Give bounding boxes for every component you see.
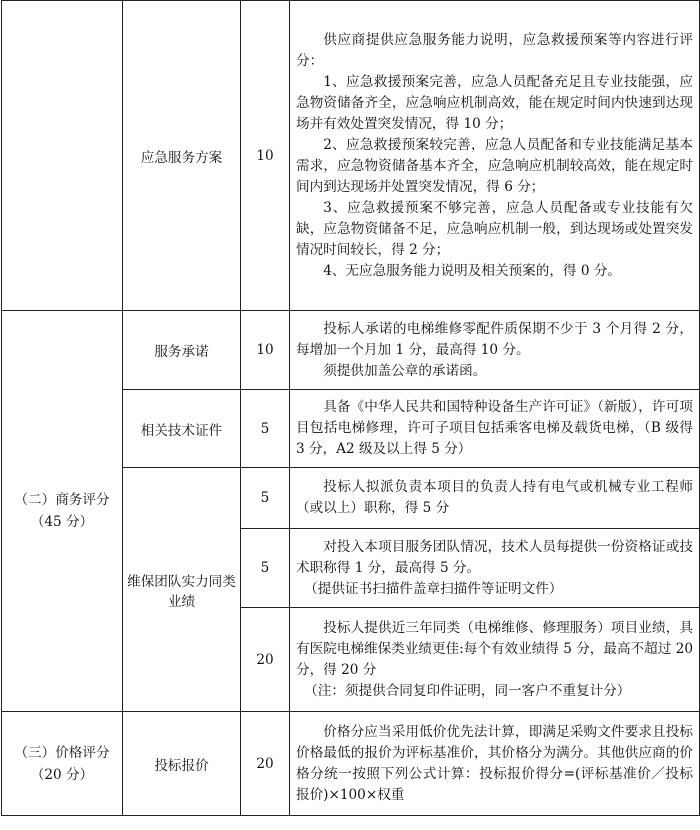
criteria-text: 投标人拟派负责本项目的负责人持有电气或机械专业工程师（或以上）职称，得 5 分	[296, 479, 693, 516]
table-row-emergency	[2, 1, 700, 311]
category-cell-business	[2, 311, 123, 712]
criteria-text: 投标人提供近三年同类（电梯维修、修理服务）项目业绩，具有医院电梯维保类业绩更佳:每个有效业绩得 5 分，最高不超过 20 分，得 20 分	[296, 619, 693, 678]
score-value: 20	[256, 651, 274, 668]
score-cell	[241, 529, 290, 608]
criteria-note: （注：须提供合同复印件证明，同一客户不重复计分）	[304, 682, 631, 699]
category-points: （45 分）	[30, 514, 94, 530]
item-label: 应急服务方案	[140, 149, 223, 166]
criteria-cell	[290, 311, 700, 390]
category-label: （二）商务评分	[14, 492, 110, 508]
score-value: 5	[260, 420, 270, 437]
score-cell	[241, 608, 290, 712]
criteria-cell	[290, 529, 700, 608]
item-cell	[123, 712, 241, 816]
criteria-cell	[290, 712, 700, 816]
category-cell-price	[2, 712, 123, 816]
category-points: （20 分）	[30, 766, 94, 783]
score-value: 5	[260, 560, 270, 576]
item-label: 维保团队实力同类业绩	[127, 573, 236, 610]
table-row-service-commitment	[2, 311, 700, 390]
criteria-text: 4、无应急服务能力说明及相关预案的，得 0 分。	[323, 262, 622, 279]
criteria-text: 投标人承诺的电梯维修零配件质保期不少于 3 个月得 2 分，每增加一个月加 1 分，最高得 10 分。	[296, 320, 693, 358]
score-cell	[241, 390, 290, 468]
item-cell	[123, 468, 241, 712]
score-cell	[241, 311, 290, 390]
criteria-text: 价格分应当采用低价优先法计算，即满足采购文件要求且投标价格最低的报价为评标基准价，其价格分为满分。其他供应商的价格分统一按照下列公式计算：投标报价得分=(评标基准价／投标报价)×100×权重	[296, 723, 693, 803]
criteria-text: 1、应急救援预案完善，应急人员配备充足且专业技能强，应急物资储备齐全，应急响应机制高效，能在规定时间内快速到达现场并有效处置突发情况，得 10 分；	[296, 73, 693, 132]
score-value: 5	[260, 490, 270, 506]
criteria-cell	[290, 1, 700, 311]
criteria-text: 3、应急救援预案不够完善，应急人员配备或专业技能有欠缺，应急物资储备不足，应急响应机制一般，到达现场或处置突发情况时间较长，得 2 分；	[296, 199, 693, 258]
criteria-note: （提供证书扫描件盖章扫描件等证明文件）	[304, 580, 563, 597]
item-cell	[123, 390, 241, 468]
scoring-table	[1, 0, 700, 816]
score-cell	[241, 468, 290, 529]
item-cell	[123, 311, 241, 390]
criteria-text: 供应商提供应急服务能力说明，应急救援预案等内容进行评分：	[296, 31, 693, 69]
score-value: 10	[256, 147, 274, 164]
criteria-text: 须提供加盖公章的承诺函。	[323, 362, 487, 379]
score-value: 10	[256, 342, 274, 358]
criteria-cell	[290, 390, 700, 468]
criteria-cell	[290, 468, 700, 529]
category-cell-empty	[2, 1, 123, 311]
score-cell	[241, 712, 290, 816]
item-label: 相关技术证件	[140, 422, 223, 439]
criteria-text: 2、应急救援预案较完善，应急人员配备和专业技能满足基本需求，应急物资储备基本齐全，应急响应机制较高效，能在规定时间内到达现场并处置突发情况，得 6 分；	[296, 136, 693, 195]
score-value: 20	[256, 755, 274, 772]
criteria-cell	[290, 608, 700, 712]
item-label: 服务承诺	[154, 344, 209, 360]
table-row-bid-price	[2, 712, 700, 816]
category-label: （三）价格评分	[14, 744, 110, 761]
item-label: 投标报价	[154, 757, 209, 774]
criteria-text: 具备《中华人民共和国特种设备生产许可证》（新版），许可项目包括电梯修理，许可子项目包括乘客电梯及载货电梯，（B 级得 3 分，A2 级及以上得 5 分）	[296, 399, 693, 457]
item-cell	[123, 1, 241, 311]
score-cell	[241, 1, 290, 311]
criteria-text: 对投入本项目服务团队情况，技术人员每提供一份资格证或技术职称得 1 分，最高得 5 分。	[296, 538, 693, 576]
